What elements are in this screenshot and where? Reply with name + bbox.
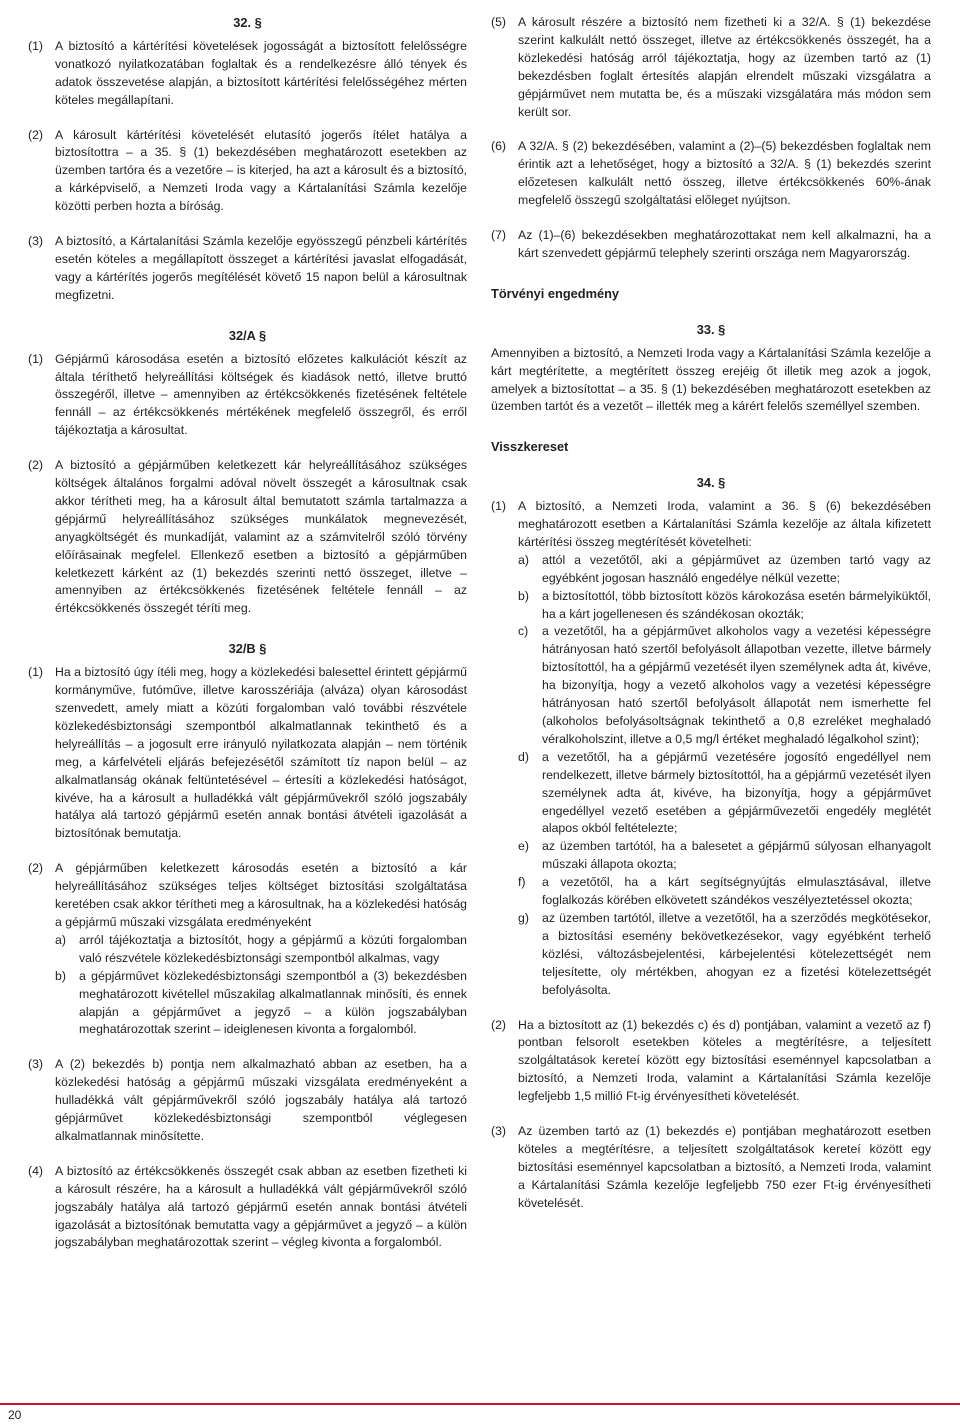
paragraph <box>28 1056 467 1146</box>
section-33 <box>491 285 931 416</box>
section-32b <box>28 640 467 1252</box>
paragraph-text: A 32/A. § (2) bekezdésében, valamint a (2)–(5) bekezdésben foglaltak nem érintik azt a lehetőséget, hogy a biztosító a 32/A. § (1) bekezdés szerint előzetesen kalkulált nettó összeg, illetve értékcsökkenés 60%-ának megfelelő összegű szolgáltatási előleget nyújtson. <box>518 139 931 208</box>
paragraph <box>28 457 467 618</box>
paragraph-body <box>518 498 931 999</box>
list-item <box>518 552 931 588</box>
section-heading: 34. § <box>696 475 726 491</box>
list-item <box>518 588 931 624</box>
paragraph-text: Gépjármű károsodása esetén a biztosító előzetes kalkulációt készít az általa téríthető helyreállítási költségek és kiadások nettó, illetve bruttó összegéről, illetve – amennyiben az értékcsökkenés fizetésének feltétele fennáll – az értékcsökkenés mértékének megfelelő összegről, és erről tájékoztatja a károsultat. <box>55 351 467 438</box>
item-text: az üzemben tartótól, illetve a vezetőtől, ha a szerződés megkötésekor, a biztosítási esemény bekövetkezésekor, vagy egyébként terhelő közlési, változásbejelentési, kárbejelentési kötelezettségét nem teljesítette, oly mértékben, ahogyan ez a fizetési kötelezettségét befolyásolta. <box>542 910 931 997</box>
section-heading: 32/A § <box>228 327 267 343</box>
paragraph <box>28 38 467 110</box>
paragraph-number: (7) <box>491 228 507 243</box>
page-number: 20 <box>8 1408 22 1422</box>
item-text: a vezetőtől, ha a kárt segítségnyújtás elmulasztásával, illetve foglalkozás körében elkövetett szándékos veszélyeztetéssel okozta; <box>542 875 931 908</box>
item-text: a biztosítottól, több biztosított közös károkozása esetén bármelyiküktől, ha a kárt jogellenesen és szándékosan okozták; <box>542 588 931 621</box>
paragraph <box>491 227 931 263</box>
paragraph <box>491 498 931 999</box>
paragraph-number: (2) <box>28 127 44 142</box>
item-letter: b) <box>55 968 66 983</box>
item-text: arról tájékoztatja a biztosítót, hogy a gépjármű a közúti forgalomban való részvétele közlekedésbiztonsági szempontból alkalmas, vagy <box>79 932 467 965</box>
paragraph-text: A biztosító a kártérítési követelések jogosságát a biztosított felelősségre vonatkozó nyilatkozatában foglaltak és a rendelkezésre álló tények és adatok összevetése alapján, a biztosított kártérítési felelősségéhez mérten köteles megállapítani. <box>55 38 467 107</box>
paragraph-number: (3) <box>28 234 44 249</box>
paragraph <box>491 138 931 210</box>
paragraph <box>28 1163 467 1253</box>
list-item <box>518 749 931 839</box>
paragraph <box>28 351 467 441</box>
list-item <box>518 838 931 874</box>
section-heading: 32/B § <box>228 641 267 657</box>
paragraph-text: A biztosító az értékcsökkenés összegét csak abban az esetben fizetheti ki a károsult részére, ha a károsult a hulladékká vált gépjárművekről szóló jogszabály hatálya alá tartozó gépjármű esetén annak bontási átvételi igazolását a biztosítónak bemutatta vagy a gépjárművet a jegyző – a külön jogszabályban meghatározottak szerint – végleg kivonta a forgalomból. <box>55 1163 467 1250</box>
paragraph-number: (5) <box>491 15 507 29</box>
paragraph-text: A gépjárműben keletkezett károsodás esetén a biztosító a kár helyreállításához szükséges teljes költséget biztosítási szolgáltatása keretében csak akkor térítheti meg a károsultnak, ha a közlekedési hatóság a gépjármű műszaki vizsgálata eredményeként <box>55 861 467 929</box>
section-34 <box>491 438 931 1212</box>
paragraph-text: Az üzemben tartó az (1) bekezdés e) pontjában meghatározott esetben köteles a megtérítésre, a teljesített szolgáltatások kereteí között egy biztosítási eseménnyel kapcsolatban a biztosító, a Nemzeti Iroda, valamint a Kártalanítási Számla kezelője legfeljebb 750 ezer Ft-ig érvényesítheti követelését. <box>518 1124 931 1210</box>
paragraph <box>491 1123 931 1213</box>
paragraph-text: Az (1)–(6) bekezdésekben meghatározottakat nem kell alkalmazni, ha a kárt szenvedett gépjármű telephely szerinti országa nem Magyarország. <box>518 228 931 260</box>
paragraph-number: (1) <box>28 351 44 366</box>
paragraph <box>28 860 467 1039</box>
paragraph-number: (6) <box>491 139 507 154</box>
section-heading: 32. § <box>233 15 262 30</box>
paragraph-number: (1) <box>491 499 507 514</box>
paragraph-text: Amennyiben a biztosító, a Nemzeti Iroda vagy a Kártalanítási Számla kezelője a kárt megtérítette, a megtérített összeg erejéig őt illetik meg azok a jogok, amelyek a biztosítottat – a 35. § (1) bekezdésében meghatározott esetekben az üzemben tartót és a vezetőt – illették meg a kárért felelős személlyel szemben. <box>491 345 931 414</box>
item-text: a gépjárművet közlekedésbiztonsági szempontból a (3) bekezdésben meghatározott kivétellel műszakilag alkalmatlannak minősíti, és ennek alapján a gépjárművet a jegyző – a külön jogszabályban meghatározottak szerint – ideiglenesen kivonta a forgalomból. <box>79 968 467 1037</box>
footer-accent-line <box>0 1403 960 1405</box>
item-letter: b) <box>518 588 529 603</box>
section-32 <box>28 14 467 305</box>
list-item <box>55 932 467 968</box>
item-letter: d) <box>518 749 529 764</box>
paragraph-text: Ha a biztosított az (1) bekezdés c) és d) pontjában, valamint a vezető az f) pontban felsorolt esetekben köteles a megtérítésre, a teljesített szolgáltatások kereteí között egy biztosítási eseménnyel kapcsolatban a biztosító, a Nemzeti Iroda, valamint a Kártalanítási Számla kezelője legfeljebb 1,5 millió Ft-ig érvényesítheti követelését. <box>518 1017 931 1104</box>
paragraph-number: (2) <box>28 861 44 876</box>
item-letter: a) <box>55 932 66 947</box>
paragraph-text: A biztosító a gépjárműben keletkezett kár helyreállításához szükséges költségek általános forgalmi adóval növelt összegét a károsultnak csak akkor térítheti meg, ha a károsult által bemutatott számla tartalmazza a gépjármű helyreállításához szükséges munkálatok megnevezését, anyagköltségét és munkadíját, valamint az a számvitelről szóló törvény előírásainak megfelel. Ellenkező esetben a biztosító a gépjárműben keletkezett kárként az (1) bekezdés szerinti nettó összeget, illetve – amennyiben az értékcsökkenés fizetésének feltétele fennáll – az értékcsökkenés összegét téríti meg. <box>55 458 467 616</box>
item-letter: a) <box>518 552 529 567</box>
paragraph <box>28 233 467 305</box>
item-text: a vezetőtől, ha a gépjárművet alkoholos vagy a vezetési képességre hátrányosan ható szertől befolyásolt állapotban vezette, illetve bármely biztosítottól, ha a gépjármű vezetését ilyen személynek adta át, kivéve, ha bizonyítja, hogy a vezető alkoholos vagy a vezetési képességre hátrányosan ható szertől befolyásolt állapotát nem ismerhette fel (alkoholos befolyásoltságnak tekinthető a 0,8 ezreléket meghaladó véralkoholszint, illetve a 0,5 mg/l értéket meghaladó légalkohol szint); <box>542 624 931 746</box>
section-subtitle: Törvényi engedmény <box>491 285 620 301</box>
right-column <box>491 14 931 1230</box>
paragraph-number: (3) <box>28 1057 44 1072</box>
item-letter: c) <box>518 624 529 639</box>
paragraph-number: (2) <box>28 458 44 473</box>
paragraph-number: (4) <box>28 1163 44 1178</box>
paragraph-text: A (2) bekezdés b) pontja nem alkalmazható abban az esetben, ha a közlekedési hatóság a gépjármű műszaki vizsgálata eredményeként a hulladékká vált gépjárművekről szóló jogszabály hatálya alá tartozó gépjárművet közlekedésbiztonsági szempontból véglegesen alkalmatlannak minősítette. <box>55 1057 467 1143</box>
paragraph-number: (1) <box>28 38 44 53</box>
list-item <box>518 874 931 910</box>
item-text: attól a vezetőtől, aki a gépjárművet az üzemben tartó vagy az egyébként jogosan használó engedélye nélkül vezette; <box>542 552 931 585</box>
paragraph-text: A biztosító, a Kártalanítási Számla kezelője egyösszegű pénzbeli kártérítés esetén köteles a megállapított összeget a kártérítési javaslat elfogadását, vagy a kártérítés jogerős megítélését követő 15 napon belül a károsultnak megfizetni. <box>55 234 467 302</box>
paragraph-body <box>55 860 467 1039</box>
item-letter: g) <box>518 910 529 925</box>
paragraph-text: A biztosító, a Nemzeti Iroda, valamint a 36. § (6) bekezdésében meghatározott esetben a Kártalanítási Számla kezelője az általa kifizetett kártérítési összeg megtérítését követelheti: <box>518 499 931 549</box>
item-letter: e) <box>518 839 529 854</box>
item-text: az üzemben tartótól, ha a balesetet a gépjármű súlyosan elhanyagolt műszaki állapota okozta; <box>542 839 931 872</box>
paragraph <box>491 14 931 121</box>
paragraph-text: A károsult részére a biztosító nem fizetheti ki a 32/A. § (1) bekezdése szerint kalkulált nettó összeget, illetve az értékcsökkenés összegét, ha a közlekedési hatóság arról tájékoztatja, hogy az üzemben tartó az (1) bekezdésben foglalt értesítés alapján elrendelt műszaki vizsgálatra a gépjárművet nem mutatta be, és a műszaki vizsgálatára más módon sem került sor. <box>518 15 931 119</box>
section-heading: 33. § <box>696 321 726 337</box>
paragraph-number: (3) <box>491 1124 507 1139</box>
list-item <box>55 968 467 1040</box>
paragraph <box>28 664 467 843</box>
section-32b-continued <box>491 14 931 263</box>
paragraph <box>28 127 467 217</box>
section-subtitle: Visszkereset <box>491 439 569 455</box>
list-item <box>518 623 931 748</box>
section-32a <box>28 327 467 619</box>
list-item <box>518 910 931 1000</box>
paragraph-text: A károsult kártérítési követelését elutasító jogerős ítélet hatálya a biztosítottra – a 35. § (1) bekezdésében meghatározott esetekben az üzemben tartóra és a vezetőre – is kiterjed, ha azt a károsult és a biztosító, a kárképviselő, a Nemzeti Iroda vagy a Kártalanítási Számla kezelője közötti perben hozta a bíróság. <box>55 127 467 214</box>
paragraph <box>491 1017 931 1107</box>
paragraph-number: (1) <box>28 665 44 680</box>
left-column <box>28 14 467 1269</box>
item-text: a vezetőtől, ha a gépjármű vezetésére jogosító engedéllyel nem rendelkezett, illetve bármely biztosítottól, ha a gépjármű vezetését ilyen személynek adta át, kivéve, ha bizonyítja, hogy a gépjárművet engedéllyel vezető esetében a gépjárművezetői engedély meglétét alapos okból feltételezte; <box>542 749 931 836</box>
item-letter: f) <box>518 875 526 890</box>
paragraph-number: (2) <box>491 1017 507 1032</box>
paragraph-text: Ha a biztosító úgy ítéli meg, hogy a közlekedési balesettel érintett gépjármű kormányműve, futóműve, illetve karosszériája (alváza) olyan károsodást szenvedett, amely miatt a közúti forgalomban való további részvétele közlekedésbiztonsági szempontból alkalmatlannak tekinthető és a helyreállítás – a jogosult erre irányuló nyilatkozata alapján – nem történik meg, a kárfelvételi eljárás befejezésétől számított tíz napon belül – az alkalmatlanság okának feltüntetésével – értesíti a közlekedési hatóságot, kivéve, ha a károsult a hulladékká vált gépjárművekről szóló jogszabály hatálya alá tartozó gépjármű esetén annak bontási átvételi igazolását a biztosítónak bemutatja. <box>55 665 467 841</box>
